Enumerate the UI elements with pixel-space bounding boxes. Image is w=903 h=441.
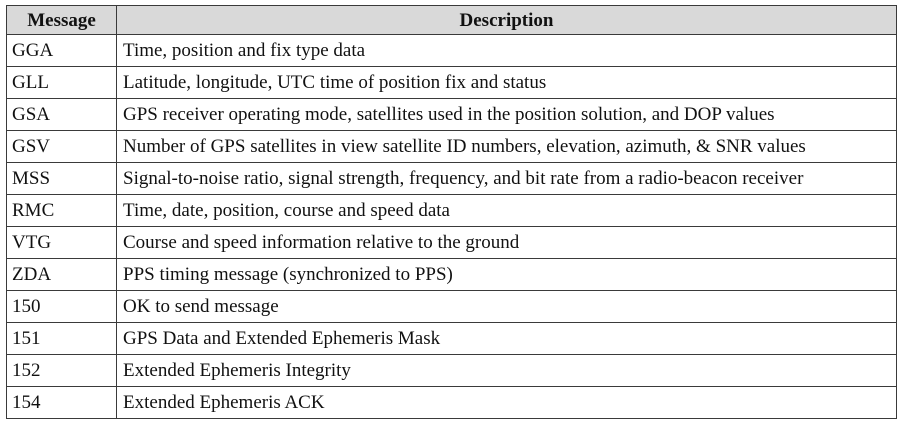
message-cell: GGA [7,35,117,67]
description-cell: Course and speed information relative to the ground [117,227,897,259]
message-cell: 152 [7,355,117,387]
table-row [7,131,897,163]
table-body [7,35,897,419]
message-cell: GSV [7,131,117,163]
description-cell: Extended Ephemeris Integrity [117,355,897,387]
message-cell: GLL [7,67,117,99]
description-cell: OK to send message [117,291,897,323]
message-cell: RMC [7,195,117,227]
table-header [7,6,897,35]
table-row [7,163,897,195]
message-cell: ZDA [7,259,117,291]
table-row [7,227,897,259]
description-cell: Extended Ephemeris ACK [117,387,897,419]
description-cell: Signal-to-noise ratio, signal strength, frequency, and bit rate from a radio-beacon receiver [117,163,897,195]
table-row [7,291,897,323]
description-cell: Number of GPS satellites in view satellite ID numbers, elevation, azimuth, & SNR values [117,131,897,163]
description-cell: Time, position and fix type data [117,35,897,67]
description-cell: Latitude, longitude, UTC time of position fix and status [117,67,897,99]
description-cell: Time, date, position, course and speed data [117,195,897,227]
table-row [7,195,897,227]
message-cell: MSS [7,163,117,195]
table-row [7,259,897,291]
message-table [6,5,897,419]
message-cell: VTG [7,227,117,259]
table-row [7,67,897,99]
column-header-message: Message [7,6,117,35]
message-cell: 150 [7,291,117,323]
message-cell: 151 [7,323,117,355]
table-row [7,323,897,355]
description-cell: GPS receiver operating mode, satellites used in the position solution, and DOP values [117,99,897,131]
table-row [7,387,897,419]
message-table-container [6,5,896,419]
table-row [7,35,897,67]
column-header-description: Description [117,6,897,35]
description-cell: PPS timing message (synchronized to PPS) [117,259,897,291]
header-row [7,6,897,35]
table-row [7,99,897,131]
description-cell: GPS Data and Extended Ephemeris Mask [117,323,897,355]
message-cell: 154 [7,387,117,419]
table-row [7,355,897,387]
message-cell: GSA [7,99,117,131]
